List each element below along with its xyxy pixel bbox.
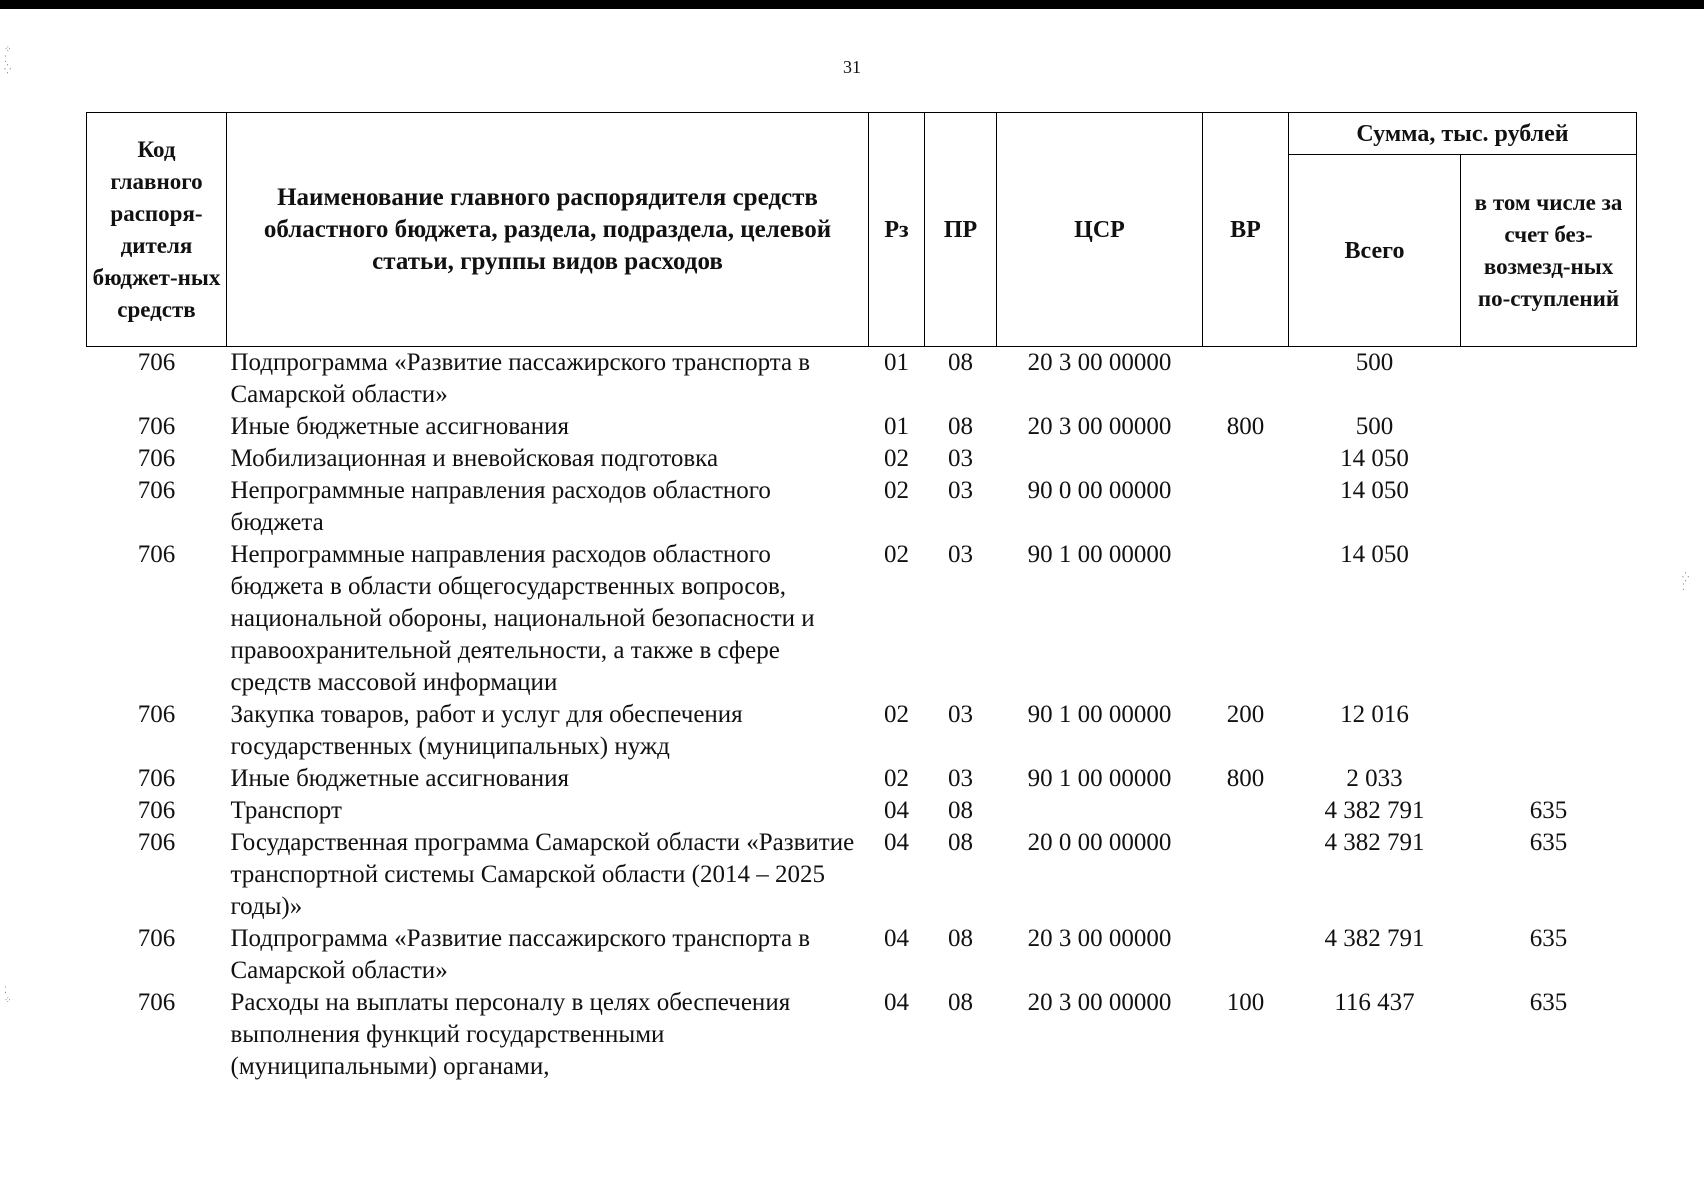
table-row	[87, 987, 1637, 1083]
cell-total: 14 050	[1340, 477, 1409, 504]
cell-vr	[1203, 347, 1289, 412]
cell-code: 706	[137, 477, 176, 504]
cell-pr: 08	[948, 797, 973, 824]
scan-artifact: ⁚ ⁘	[4, 985, 12, 1005]
cell-code: 706	[137, 541, 176, 568]
cell-total: 116 437	[1334, 989, 1415, 1016]
cell-rz: 01	[884, 413, 909, 440]
table-row	[87, 827, 1637, 923]
header-grant: в том числе за счет без-возмезд-ных по-ступлений	[1461, 155, 1637, 347]
cell-grant	[1461, 699, 1637, 763]
cell-total: 14 050	[1340, 445, 1409, 472]
cell-code: 706	[137, 349, 176, 376]
table-row	[87, 475, 1637, 539]
cell-pr: 03	[948, 541, 973, 568]
cell-grant: 635	[1529, 925, 1568, 952]
cell-pr: 03	[948, 445, 973, 472]
cell-rz: 01	[884, 349, 909, 376]
cell-name: Иные бюджетные ассигнования	[230, 765, 570, 792]
cell-total: 12 016	[1340, 701, 1409, 728]
cell-vr: 800	[1226, 413, 1265, 440]
cell-pr: 08	[948, 349, 973, 376]
cell-vr: 800	[1226, 765, 1265, 792]
cell-grant	[1461, 539, 1637, 699]
cell-code: 706	[137, 445, 176, 472]
cell-vr	[1203, 795, 1289, 827]
table-row	[87, 411, 1637, 443]
cell-pr: 08	[948, 829, 973, 856]
cell-total: 14 050	[1340, 541, 1409, 568]
header-csr: ЦСР	[997, 113, 1203, 347]
cell-rz: 02	[884, 765, 909, 792]
cell-total: 500	[1355, 413, 1394, 440]
cell-csr: 90 0 00 00000	[1027, 477, 1172, 504]
cell-pr: 08	[948, 925, 973, 952]
table-row	[87, 763, 1637, 795]
header-vr: ВР	[1203, 113, 1289, 347]
table-row	[87, 923, 1637, 987]
page-number: 31	[843, 57, 861, 77]
header-pr: ПР	[925, 113, 997, 347]
cell-code: 706	[137, 829, 176, 856]
cell-name: Транспорт	[230, 797, 342, 824]
cell-code: 706	[137, 701, 176, 728]
scan-artifact: ⁘ ⁚ ⁛	[4, 44, 12, 74]
header-sum: Сумма, тыс. рублей	[1289, 113, 1637, 155]
cell-csr	[997, 795, 1203, 827]
header-code: Код главного распоря-дителя бюджет-ных средств	[87, 113, 227, 347]
cell-grant	[1461, 347, 1637, 412]
cell-rz: 04	[884, 989, 909, 1016]
header-rz: Рз	[869, 113, 925, 347]
cell-csr: 20 3 00 00000	[1027, 989, 1172, 1016]
cell-code: 706	[137, 989, 176, 1016]
cell-name: Непрограммные направления расходов областного бюджета	[230, 477, 771, 536]
cell-total: 2 033	[1346, 765, 1403, 792]
cell-csr: 90 1 00 00000	[1027, 701, 1172, 728]
cell-rz: 02	[884, 445, 909, 472]
cell-vr	[1203, 923, 1289, 987]
cell-rz: 04	[884, 829, 909, 856]
cell-grant	[1461, 475, 1637, 539]
cell-code: 706	[137, 797, 176, 824]
cell-name: Расходы на выплаты персоналу в целях обеспечения выполнения функций государственными (муниципальными) органами,	[230, 989, 791, 1080]
cell-name: Государственная программа Самарской области «Развитие транспортной системы Самарской области (2014 – 2025 годы)»	[230, 829, 855, 920]
cell-csr: 20 3 00 00000	[1027, 413, 1172, 440]
cell-name: Непрограммные направления расходов областного бюджета в области общегосударственных вопросов, национальной обороны, национальной безопасности и правоохранительной деятельности, а также в сфере средств массовой информации	[230, 541, 815, 696]
cell-vr	[1203, 539, 1289, 699]
cell-csr: 20 3 00 00000	[1027, 349, 1172, 376]
cell-vr	[1203, 827, 1289, 923]
table-body	[87, 347, 1637, 1084]
cell-pr: 08	[948, 413, 973, 440]
cell-total: 500	[1355, 349, 1394, 376]
cell-vr: 200	[1226, 701, 1265, 728]
cell-grant: 635	[1529, 989, 1568, 1016]
budget-table	[86, 112, 1637, 1083]
cell-rz: 04	[884, 925, 909, 952]
table-row	[87, 539, 1637, 699]
cell-vr	[1203, 475, 1289, 539]
table-row	[87, 347, 1637, 412]
cell-grant: 635	[1529, 829, 1568, 856]
cell-csr	[997, 443, 1203, 475]
cell-rz: 02	[884, 541, 909, 568]
cell-pr: 03	[948, 701, 973, 728]
cell-rz: 02	[884, 477, 909, 504]
cell-csr: 20 0 00 00000	[1027, 829, 1172, 856]
cell-total: 4 382 791	[1324, 797, 1425, 824]
cell-vr: 100	[1226, 989, 1265, 1016]
cell-csr: 90 1 00 00000	[1027, 765, 1172, 792]
cell-csr: 90 1 00 00000	[1027, 541, 1172, 568]
cell-code: 706	[137, 925, 176, 952]
cell-grant	[1461, 443, 1637, 475]
cell-name: Подпрограмма «Развитие пассажирского транспорта в Самарской области»	[230, 349, 811, 408]
cell-rz: 04	[884, 797, 909, 824]
cell-grant	[1461, 411, 1637, 443]
cell-vr	[1203, 443, 1289, 475]
cell-rz: 02	[884, 701, 909, 728]
cell-pr: 03	[948, 477, 973, 504]
cell-name: Иные бюджетные ассигнования	[230, 413, 570, 440]
cell-pr: 08	[948, 989, 973, 1016]
cell-name: Закупка товаров, работ и услуг для обеспечения государственных (муниципальных) нужд	[230, 701, 743, 760]
cell-code: 706	[137, 765, 176, 792]
cell-name: Мобилизационная и вневойсковая подготовка	[230, 445, 719, 472]
cell-code: 706	[137, 413, 176, 440]
cell-total: 4 382 791	[1324, 925, 1425, 952]
table-row	[87, 443, 1637, 475]
cell-grant	[1461, 763, 1637, 795]
table-row	[87, 699, 1637, 763]
header-name: Наименование главного распорядителя средств областного бюджета, раздела, подраздела, целевой статьи, группы видов расходов	[227, 113, 869, 347]
table-header	[87, 113, 1637, 347]
cell-total: 4 382 791	[1324, 829, 1425, 856]
cell-grant: 635	[1529, 797, 1568, 824]
header-total: Всего	[1289, 155, 1461, 347]
cell-csr: 20 3 00 00000	[1027, 925, 1172, 952]
cell-name: Подпрограмма «Развитие пассажирского транспорта в Самарской области»	[230, 925, 811, 984]
table-row	[87, 795, 1637, 827]
scan-artifact: ⁛ ⁚	[1682, 572, 1690, 592]
top-border	[0, 0, 1704, 9]
cell-pr: 03	[948, 765, 973, 792]
